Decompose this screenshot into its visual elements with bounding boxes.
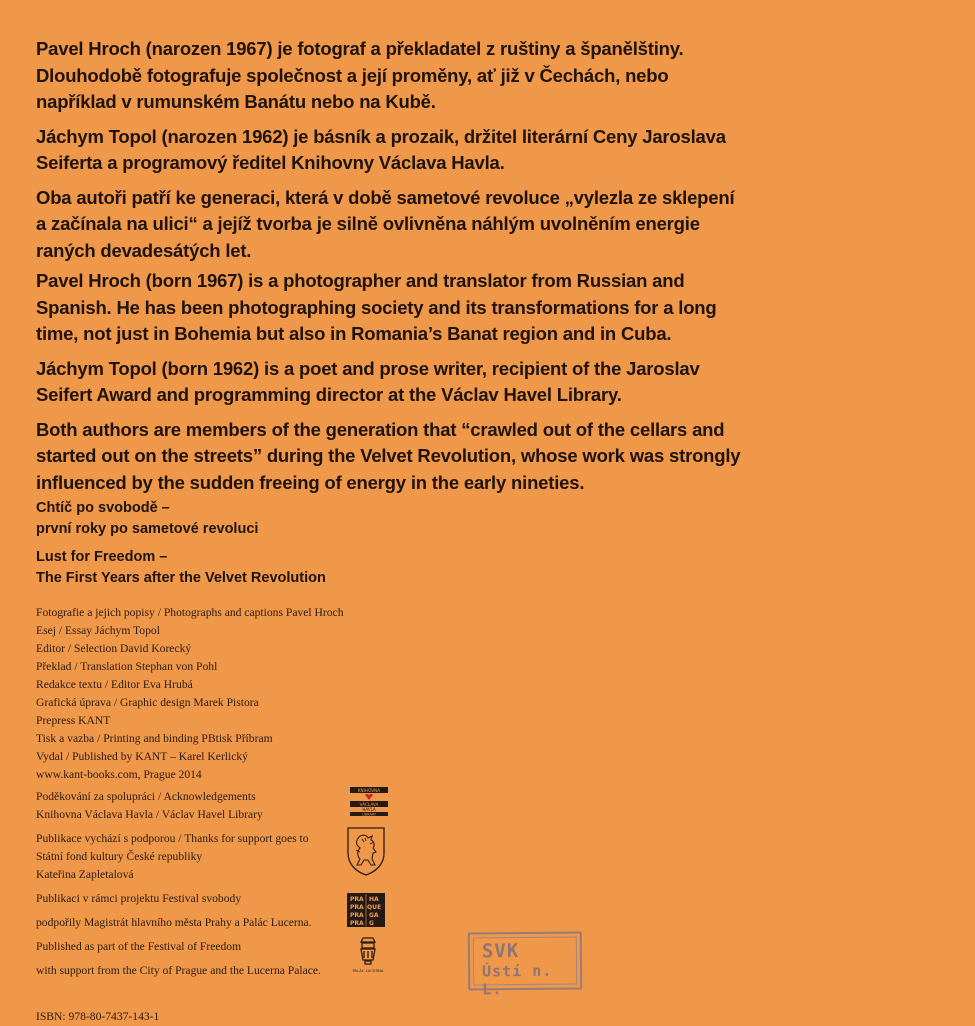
library-logo-word: HAVLA [362, 807, 376, 812]
stamp-line-1: SVK [481, 940, 520, 963]
support-line: Publikace vychází s podporou / Thanks for support goes to [36, 832, 309, 845]
praha-logo-text: PRA [350, 904, 364, 911]
library-logo-word: LIBRARY [362, 812, 376, 816]
credit-line: Tisk a vazba / Printing and binding PBtisk Příbram [36, 732, 273, 745]
havel-library-logo [349, 786, 389, 816]
praha-logo-text: HA [369, 896, 379, 903]
bio-en-paragraph-generation: Both authors are members of the generation that “crawled out of the cellars and started out on the streets” during the Velvet Revolution, whose work was strongly influenced by the sudden freeing of energy in the early nineties. [36, 418, 741, 493]
praha-logo-text: PRA [350, 920, 364, 927]
bio-cz-paragraph-hroch: Pavel Hroch (narozen 1967) je fotograf a překladatel z ruštiny a španělštiny. Dlouhodobě fotografuje společnost a její proměny, ať již v Čechách, nebo například v rumunském Banátu nebo na Kubě. [36, 38, 684, 112]
library-stamp [468, 932, 583, 999]
bio-en-paragraph-topol: Jáchym Topol (born 1962) is a poet and prose writer, recipient of the Jaroslav Seifert Award and programming director at the Václav Havel Library. [36, 357, 700, 405]
czech-lion-emblem-icon [345, 825, 387, 877]
prague-city-logo [347, 893, 385, 927]
support-line: Kateřina Zapletalová [36, 868, 134, 881]
library-logo-word: VÁCLAVA [359, 802, 379, 807]
praha-logo-text: QUE [367, 904, 382, 911]
english-biography [36, 268, 826, 504]
czech-biography [36, 36, 826, 272]
bio-en-paragraph-hroch: Pavel Hroch (born 1967) is a photographer and translator from Russian and Spanish. He has been photographing society and its transformations for a long time, not just in Bohemia but also in Romania’s Banat region and in Cuba. [36, 270, 717, 344]
title-english: Lust for Freedom – The First Years after the Velvet Revolution [36, 549, 326, 586]
credit-line: Překlad / Translation Stephan von Pohl [36, 660, 218, 673]
library-logo-word: KNIHOVNA [357, 788, 381, 793]
credit-line: Prepress KANT [36, 714, 111, 727]
stamp-line-2: Ústí n. L. [482, 961, 553, 999]
credit-line: Esej / Essay Jáchym Topol [36, 624, 160, 637]
credit-line: Fotografie a jejich popisy / Photographs and captions Pavel Hroch [36, 606, 344, 619]
praha-logo-text: PRA [350, 896, 364, 903]
praha-logo-text: GA [369, 912, 379, 919]
festival-line: with support from the City of Prague and the Lucerna Palace. [36, 964, 321, 977]
colophon [36, 604, 376, 1026]
book-titles [36, 498, 536, 596]
credit-line: www.kant-books.com, Prague 2014 [36, 768, 202, 781]
praha-logo-text: G [369, 920, 374, 927]
title-czech: Chtíč po svobodě – první roky po sametové revoluci [36, 500, 259, 537]
festival-line: Publikaci v rámci projektu Festival svobody [36, 892, 242, 905]
support-line: Státní fond kultury České republiky [36, 850, 203, 863]
festival-line: Published as part of the Festival of Freedom [36, 940, 242, 953]
festival-line: podpořily Magistrát hlavního města Prahy a Palác Lucerna. [36, 916, 312, 929]
credit-line: Vydal / Published by KANT – Karel Kerlický [36, 750, 248, 763]
lucerna-logo-label: PALÁC LUCERNA [352, 968, 384, 973]
lucerna-palace-logo [348, 934, 388, 974]
acknowledgement-line: Knihovna Václava Havla / Václav Havel Library [36, 808, 263, 821]
credit-line: Editor / Selection David Korecký [36, 642, 192, 655]
credit-line: Redakce textu / Editor Eva Hrubá [36, 678, 193, 691]
isbn: ISBN: 978-80-7437-143-1 [36, 1010, 160, 1023]
bio-cz-paragraph-topol: Jáchym Topol (narozen 1962) je básník a prozaik, držitel literární Ceny Jaroslava Seiferta a programový ředitel Knihovny Václava Havla. [36, 125, 726, 173]
praha-logo-text: PRA [350, 912, 364, 919]
credit-line: Grafická úprava / Graphic design Marek Pistora [36, 696, 259, 709]
bio-cz-paragraph-generation: Oba autoři patří ke generaci, která v době sametové revoluce „vylezla ze sklepení a začínala na ulici“ a jejíž tvorba je silně ovlivněna náhlým uvolněním energie raných devadesátých let. [36, 186, 735, 261]
acknowledgement-line: Poděkování za spolupráci / Acknowledgements [36, 790, 256, 803]
